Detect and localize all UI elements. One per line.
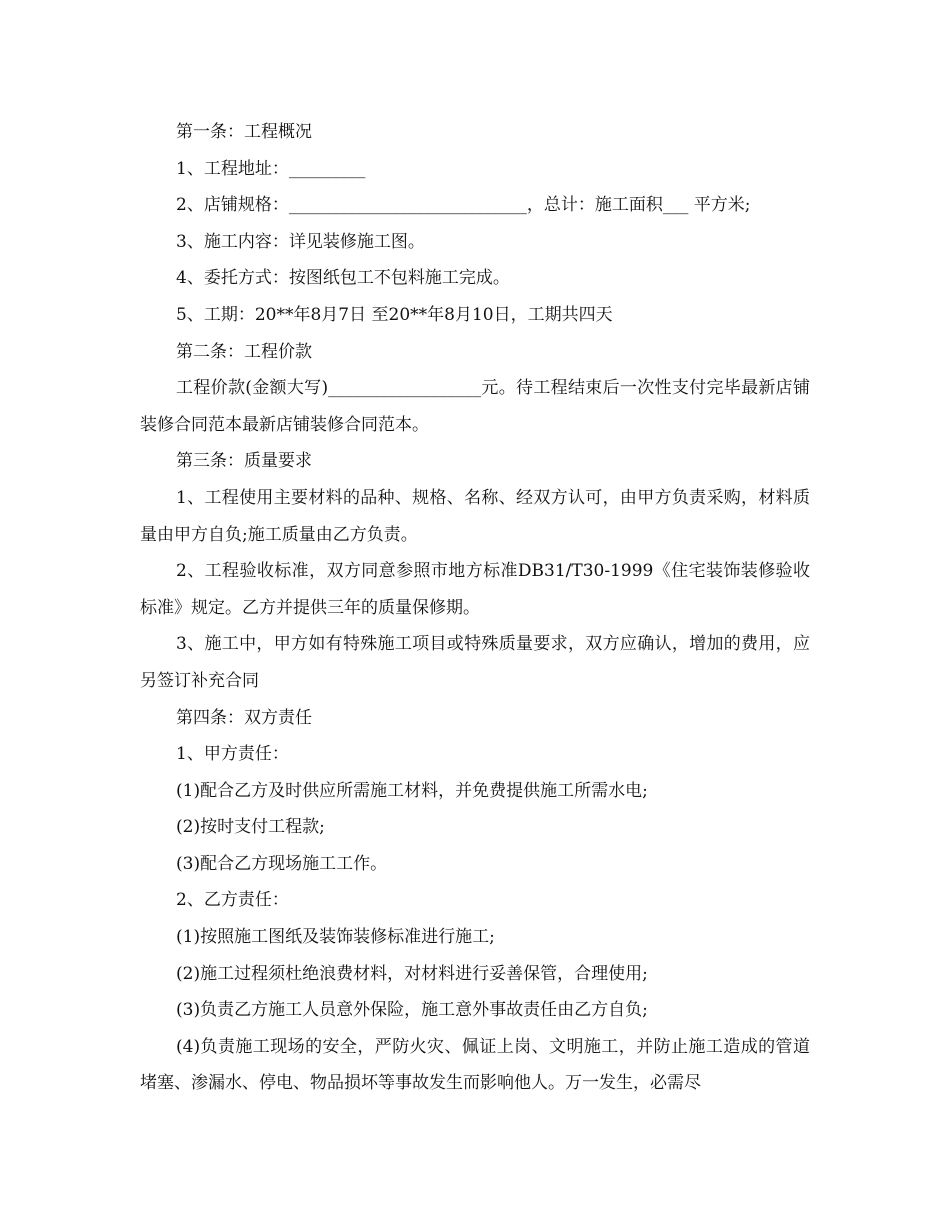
construction-content: 3、施工内容：详见装修施工图。: [176, 231, 425, 252]
commission-method: 4、委托方式：按图纸包工不包料施工完成。: [176, 268, 510, 289]
party-b-item-4: (4)负责施工现场的安全，严防火灾、佩证上岗、文明施工，并防止施工造成的管道堵塞、渗漏水、停电、物品损坏等事故发生而影响他人。万一发生，必需尽: [140, 1036, 810, 1094]
party-a-item-1: (1)配合乙方及时供应所需施工材料，并免费提供施工所需水电;: [176, 780, 648, 801]
shop-specification: 2、店铺规格：____________________________，总计：施工面积___ 平方米;: [176, 195, 751, 216]
quality-item-3: 3、施工中，甲方如有特殊施工项目或特殊质量要求，双方应确认，增加的费用，应另签订补充合同: [140, 634, 810, 691]
party-a-item-3: (3)配合乙方现场施工工作。: [176, 853, 388, 874]
quality-item-1: 1、工程使用主要材料的品种、规格、名称、经双方认可，由甲方负责采购，材料质量由甲方自负;施工质量由乙方负责。: [140, 487, 810, 545]
document-body: [140, 114, 810, 1102]
quality-item-2: 2、工程验收标准，双方同意参照市地方标准DB31/T30-1999《住宅装饰装修验收标准》规定。乙方并提供三年的质量保修期。: [140, 561, 810, 618]
party-b-item-2: (2)施工过程须杜绝浪费材料，对材料进行妥善保管，合理使用;: [176, 963, 648, 984]
article-2-heading: 第二条：工程价款: [176, 341, 313, 362]
article-4-heading: 第四条：双方责任: [176, 707, 313, 728]
project-price: 工程价款(金额大写)__________________元。待工程结束后一次性支付完毕最新店铺装修合同范本最新店铺装修合同范本。: [140, 378, 810, 435]
party-a-heading: 1、甲方责任：: [176, 744, 289, 765]
article-3-heading: 第三条：质量要求: [176, 451, 313, 472]
article-1-heading: 第一条：工程概况: [176, 122, 313, 142]
construction-period: 5、工期：20**年8月7日 至20**年8月10日，工期共四天: [176, 304, 613, 325]
party-b-heading: 2、乙方责任：: [176, 890, 289, 911]
party-b-item-3: (3)负责乙方施工人员意外保险，施工意外事故责任由乙方自负;: [176, 1000, 648, 1021]
project-address: 1、工程地址：_________: [176, 158, 366, 179]
party-a-item-2: (2)按时支付工程款;: [176, 817, 325, 838]
party-b-item-1: (1)按照施工图纸及装饰装修标准进行施工;: [176, 927, 495, 948]
